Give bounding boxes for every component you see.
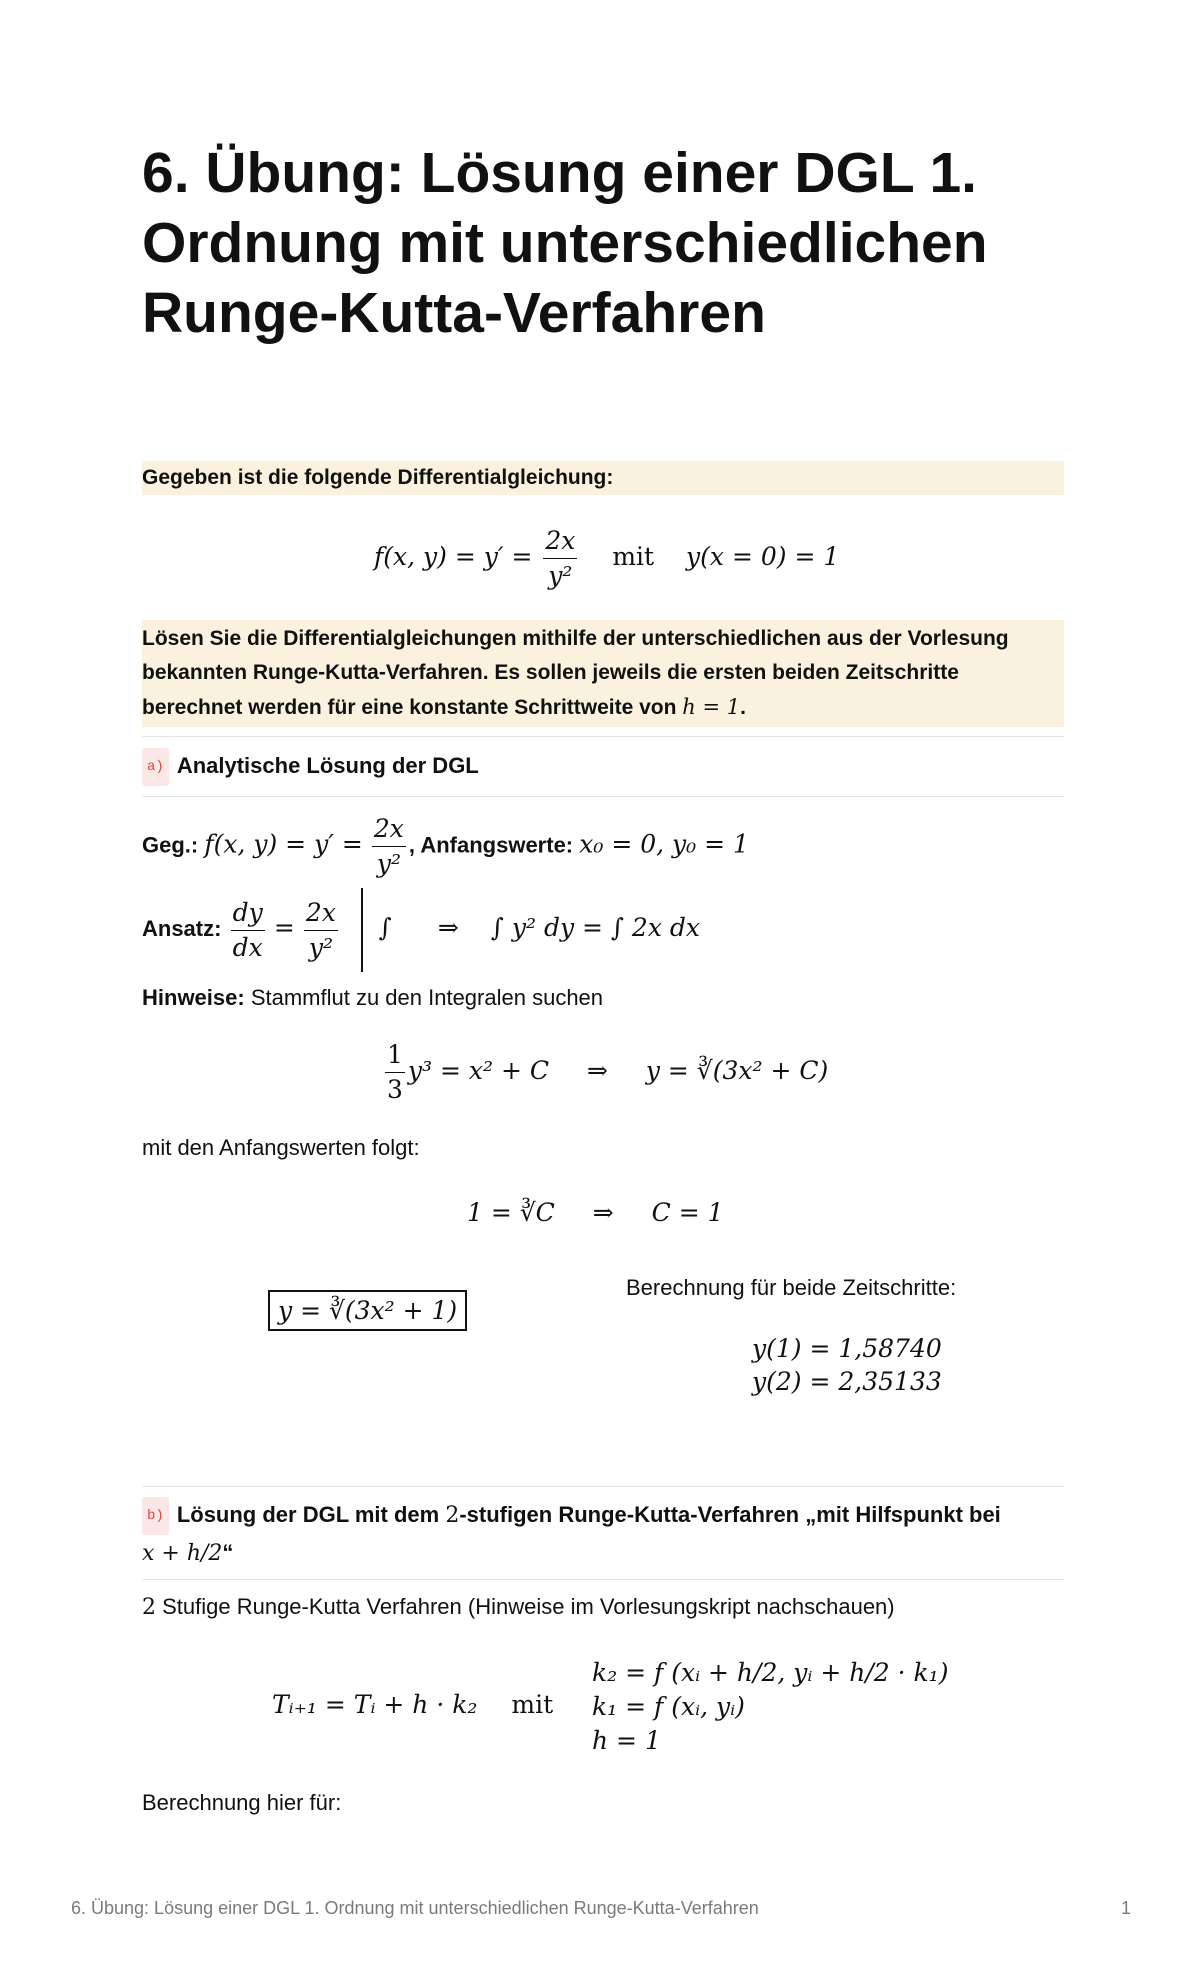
- given-label: Gegeben ist die folgende Differentialgleichung:: [142, 466, 614, 489]
- ansatz-den-2: y²: [308, 932, 333, 962]
- task-banner: [142, 620, 1064, 727]
- main-equation: [374, 524, 839, 593]
- rk-k1: k₁ = f (xᵢ, yᵢ): [592, 1692, 745, 1721]
- given-banner: [142, 461, 1064, 495]
- geg-den: y²: [376, 849, 401, 878]
- ansatz-num-1: dy: [231, 896, 265, 931]
- divider: [142, 796, 1064, 797]
- footer-title: 6. Übung: Lösung einer DGL 1. Ordnung mit unterschiedlichen Runge-Kutta-Verfahren: [71, 1898, 759, 1918]
- section-b-badge: b): [142, 1497, 169, 1535]
- anf-label: , Anfangswerte:: [408, 832, 574, 858]
- section-b-title-num: 2: [445, 1503, 460, 1528]
- ansatz-line: [142, 888, 700, 972]
- result-y2: y(2) = 2,35133: [752, 1367, 942, 1396]
- ansatz-rhs: ∫ y² dy = ∫ 2x dx: [490, 912, 700, 942]
- geg-label: Geg.:: [142, 832, 199, 858]
- ansatz-fraction-1: [231, 896, 265, 965]
- section-b-heading: [142, 1497, 1064, 1572]
- section-b-title-pre: Lösung der DGL mit dem: [176, 1502, 446, 1527]
- ansatz-eq: =: [273, 912, 295, 942]
- ansatz-fraction-2: [304, 896, 338, 965]
- calc-label: Berechnung für beide Zeitschritte:: [626, 1275, 957, 1300]
- boxed-solution: [268, 1290, 467, 1331]
- integral-result-equation: [382, 1038, 828, 1107]
- main-eq-lhs: f(x, y) = y′ =: [374, 542, 533, 571]
- ansatz-den-1: dx: [232, 932, 263, 962]
- main-eq-num: 2x: [543, 524, 577, 559]
- result-y1: y(1) = 1,58740: [752, 1334, 942, 1363]
- section-b-title-close: “: [222, 1540, 234, 1566]
- integral-num: 1: [385, 1038, 405, 1073]
- divider: [142, 1486, 1064, 1487]
- main-eq-mit: mit: [612, 542, 655, 571]
- boxed-solution-text: y = ∛(3x² + 1): [278, 1296, 458, 1325]
- section-a-title: Analytische Lösung der DGL: [176, 753, 479, 778]
- c-arrow: ⇒: [592, 1198, 614, 1227]
- anf-values: x₀ = 0, y₀ = 1: [579, 829, 749, 859]
- c-equation: [467, 1198, 724, 1227]
- main-eq-fraction: [543, 524, 577, 593]
- geg-num: 2x: [372, 812, 406, 847]
- c-eq: 1 = ∛C: [467, 1198, 555, 1227]
- rk-formula-mit: mit: [511, 1690, 554, 1719]
- given-line: [142, 812, 749, 881]
- ansatz-num-2: 2x: [304, 896, 338, 931]
- task-text: Lösen Sie die Differentialgleichungen mithilfe der unterschiedlichen aus der Vorlesung bekannten Runge-Kutta-Verfahren. Es sollen jeweils die ersten beiden Zeitschritte berechnet werden für eine konstante Schrittweite von: [142, 627, 1009, 719]
- geg-fraction: [372, 812, 406, 881]
- rk-definitions: [592, 1656, 948, 1758]
- calc-here: Berechnung hier für:: [142, 1790, 342, 1815]
- initial-text: mit den Anfangswerten folgt:: [142, 1135, 420, 1160]
- ansatz-integral: ∫: [378, 912, 392, 942]
- geg-lhs: f(x, y) = y′ =: [204, 829, 363, 859]
- section-a-heading: [142, 748, 1064, 786]
- integral-den: 3: [387, 1075, 403, 1104]
- integral-result: y³ = x² + C: [407, 1056, 549, 1085]
- divider: [142, 736, 1064, 737]
- hint-label: Hinweise:: [142, 985, 245, 1010]
- results-block: [752, 1332, 942, 1398]
- integral-solution: y = ∛(3x² + C): [645, 1056, 829, 1085]
- task-h-value: h = 1: [682, 695, 741, 719]
- stage-line: [142, 1594, 895, 1620]
- integral-arrow: ⇒: [586, 1056, 608, 1085]
- hint-line: [142, 985, 603, 1011]
- hint-text: Stammflut zu den Integralen suchen: [244, 985, 604, 1010]
- rk-h: h = 1: [592, 1726, 661, 1755]
- section-b-title-post: -stufigen Runge-Kutta-Verfahren „mit Hilfspunkt bei: [459, 1502, 1001, 1527]
- rk-formula: [272, 1690, 553, 1719]
- footer-page-number: 1: [1121, 1898, 1132, 1918]
- section-b-title-line2: x + h/2: [142, 1541, 223, 1567]
- ansatz-label: Ansatz:: [142, 915, 222, 941]
- c-result: C = 1: [651, 1198, 724, 1227]
- task-end: .: [740, 696, 746, 719]
- stage-text: Stufige Runge-Kutta Verfahren (Hinweise im Vorlesungskript nachschauen): [156, 1594, 895, 1619]
- section-a-badge: a): [142, 748, 169, 786]
- ansatz-arrow: ⇒: [437, 912, 459, 942]
- stage-num: 2: [142, 1595, 156, 1620]
- rk-k2: k₂ = f (xᵢ + h/2, yᵢ + h/2 · k₁): [592, 1658, 949, 1687]
- integral-fraction: [385, 1038, 405, 1107]
- main-eq-initial: y(x = 0) = 1: [686, 542, 840, 571]
- divider: [142, 1579, 1064, 1580]
- ansatz-bar: [361, 888, 363, 972]
- rk-formula-lhs: Tᵢ₊₁ = Tᵢ + h · k₂: [272, 1690, 478, 1719]
- main-eq-den: y²: [548, 561, 573, 590]
- page-title: 6. Übung: Lösung einer DGL 1. Ordnung mit unterschiedlichen Runge-Kutta-Verfahren: [142, 141, 988, 345]
